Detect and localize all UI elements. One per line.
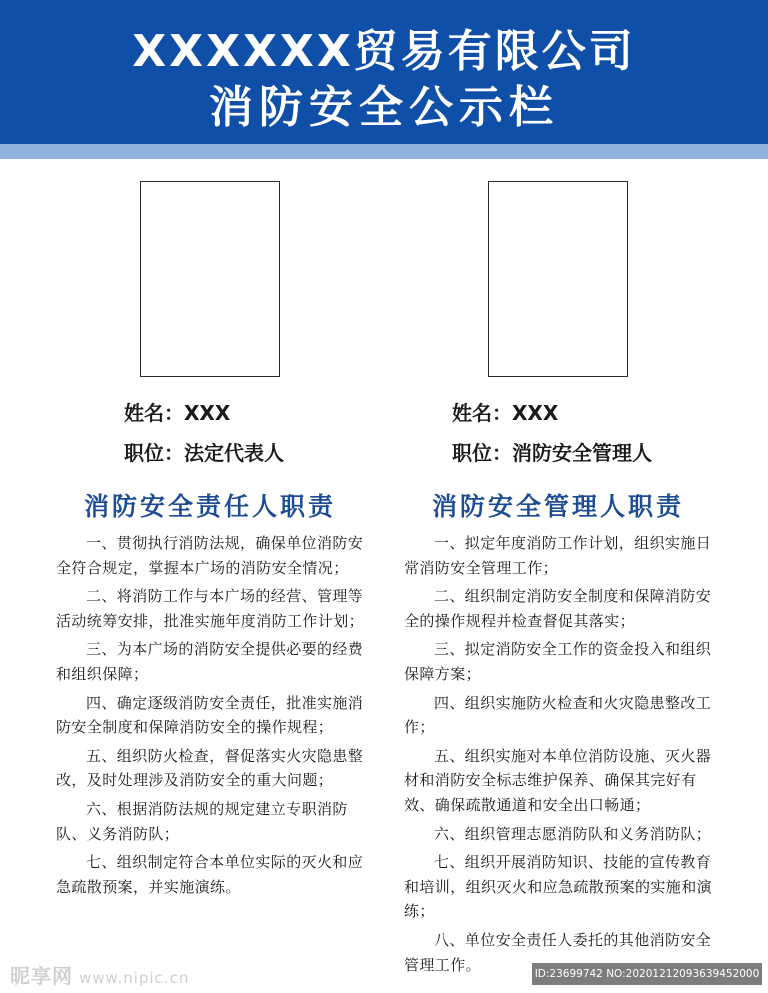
- position-label-right: 职位：消防安全管理人: [452, 441, 652, 465]
- duty-list-right: [404, 531, 714, 981]
- name-label-left: 姓名：XXX: [124, 401, 231, 425]
- duty-item: 八、单位安全责任人委托的其他消防安全管理工作。: [404, 930, 712, 974]
- watermark-brand-text: 昵享网: [10, 964, 73, 988]
- company-title: XXXXXX贸易有限公司: [132, 26, 636, 77]
- duty-item: 五、组织实施对本单位消防设施、灭火器材和消防安全标志维护保养、确保其完好有效、确保疏散通道和安全出口畅通；: [404, 746, 712, 814]
- duty-item: 二、将消防工作与本广场的经营、管理等活动统筹安排，批准实施年度消防工作计划；: [56, 587, 365, 630]
- duty-item: 三、为本广场的消防安全提供必要的经费和组织保障；: [56, 640, 364, 683]
- header-stripe: [0, 144, 768, 159]
- duty-item: 四、确定逐级消防安全责任，批准实施消防安全制度和保障消防安全的操作规程；: [56, 693, 364, 737]
- duty-item: 六、组织管理志愿消防队和义务消防队；: [434, 824, 712, 843]
- duty-item: 七、组织开展消防知识、技能的宣传教育和培训，组织灭火和应急疏散预案的实施和演练；: [404, 853, 713, 921]
- watermark-brand: [10, 960, 189, 989]
- photo-frame-right: [488, 181, 628, 377]
- duty-item: 一、拟定年度消防工作计划，组织实施日常消防安全管理工作；: [404, 534, 712, 577]
- duty-item: 二、组织制定消防安全制度和保障消防安全的操作规程并检查督促其落实；: [404, 587, 712, 630]
- photo-frame-left: [140, 181, 280, 377]
- duty-item: 六、根据消防法规的规定建立专职消防队、义务消防队；: [56, 799, 348, 843]
- image-id-bar: ID:23699742 NO:20201212093639452000: [532, 963, 762, 985]
- watermark-url: www.nipic.cn: [79, 969, 190, 987]
- board-title: 消防安全公示栏: [209, 82, 559, 133]
- duty-item: 五、组织防火检查，督促落实火灾隐患整改，及时处理涉及消防安全的重大问题；: [56, 746, 364, 790]
- duty-item: 四、组织实施防火检查和火灾隐患整改工作；: [404, 693, 712, 737]
- position-label-left: 职位：法定代表人: [124, 441, 284, 465]
- duty-item: 三、拟定消防安全工作的资金投入和组织保障方案；: [404, 640, 712, 683]
- duty-list-left: [56, 531, 366, 903]
- duty-item: 七、组织制定符合本单位实际的灭火和应急疏散预案，并实施演练。: [56, 853, 364, 896]
- name-label-right: 姓名：XXX: [452, 401, 559, 425]
- duty-title-right: 消防安全管理人职责: [431, 492, 684, 521]
- duty-item: 一、贯彻执行消防法规，确保单位消防安全符合规定，掌握本广场的消防安全情况；: [56, 534, 364, 577]
- duty-title-left: 消防安全责任人职责: [83, 492, 336, 521]
